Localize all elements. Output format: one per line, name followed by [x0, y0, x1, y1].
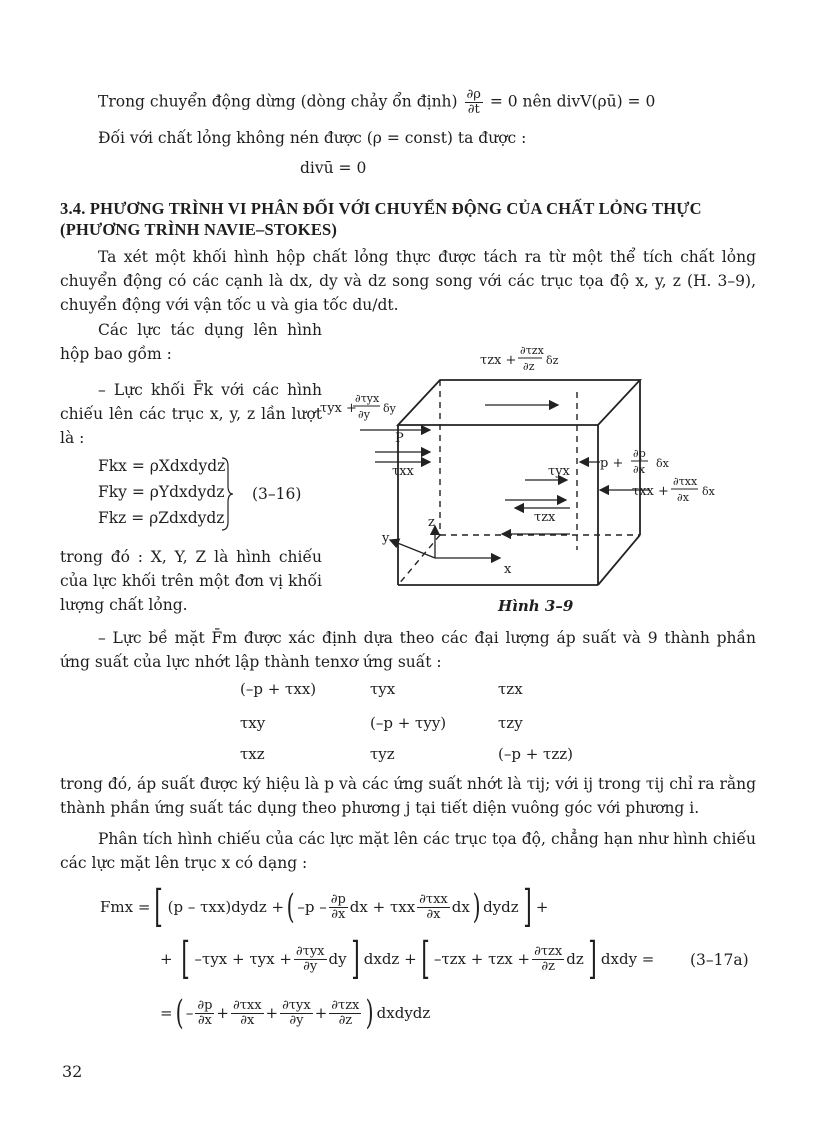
intro-line-2: Đối với chất lỏng không nén được (ρ = const) ta được : [98, 129, 527, 147]
svg-text:∂x: ∂x [633, 463, 645, 476]
tensor-r2-c1: τxy [240, 714, 266, 732]
paragraph-6: trong đó, áp suất được ký hiệu là p và các ứng suất nhớt là τij; với ij trong τij chỉ ra rằng thành phần ứng suất tác dụng theo phương j tại tiết diện vuông góc với phương i. [60, 775, 756, 817]
label-tzx-top: τzx + [480, 353, 517, 368]
paragraph-2: Các lực tác dụng lên hình hộp bao gồm : [60, 321, 322, 363]
body-force-x: Fkx = ρXdxdydz [98, 457, 226, 475]
svg-text:∂p: ∂p [633, 447, 646, 460]
tensor-r2-c2: (–p + τyy) [370, 714, 447, 732]
paragraph-7: Phân tích hình chiếu của các lực mặt lên các trục tọa độ, chẳng hạn như hình chiếu các lực mặt lên trục x có dạng : [60, 830, 756, 872]
svg-text:δx: δx [656, 457, 669, 470]
eq-number-3-16: (3–16) [252, 485, 302, 503]
figure-caption: Hình 3–9 [498, 597, 574, 615]
axis-x-label: x [504, 562, 512, 577]
tensor-r3-c1: τxz [240, 745, 265, 763]
svg-text:∂τyx: ∂τyx [355, 392, 380, 405]
hidden-edges [398, 380, 640, 585]
label-P: P [395, 431, 404, 446]
label-tyx-left: τyx + [320, 401, 357, 416]
section-heading: 3.4. PHƯƠNG TRÌNH VI PHÂN ĐỐI VỚI CHUYỂN ĐỘNG CỦA CHẤT LỎNG THỰC (PHƯƠNG TRÌNH NAVIE–STOKES) [60, 199, 702, 239]
label-txx-right: τxx + [632, 484, 669, 499]
svg-text:∂x: ∂x [677, 491, 689, 504]
intro-line-1: Trong chuyển động dừng (dòng chảy ổn định) $\frac{\partial\rho}{\partial t}$ = 0 nên divV(ρū) = 0 [98, 87, 656, 117]
svg-text:δz: δz [546, 354, 559, 367]
svg-text:∂τxx: ∂τxx [673, 475, 698, 488]
eq-number-3-17a: (3–17a) [690, 951, 749, 969]
tensor-r1-c1: (–p + τxx) [240, 680, 317, 698]
equation-line-1: Fmx = [ (p – τxx)dydz + ( –p – $\frac{\partial p}{\partial x}$ dx + τxx $\frac{\text{∂τxx}}{\partial x}$ dx ) dydz ] + [100, 881, 549, 932]
label-txx-left: τxx [392, 464, 414, 479]
figure-labels [320, 344, 716, 577]
label-tzx-bottom: τzx [534, 510, 556, 525]
right-brace [220, 456, 234, 532]
cube-edges [398, 380, 640, 585]
body-force-z: Fkz = ρZdxdydz [98, 509, 225, 527]
paragraph-5: – Lực bề mặt F̄m được xác định dựa theo các đại lượng áp suất và 9 thành phần ứng suất của lực nhớt lập thành tenxơ ứng suất : [60, 629, 756, 671]
tensor-r3-c2: τyz [370, 745, 395, 763]
label-tyx-center: τyx [548, 464, 570, 479]
svg-text:δy: δy [383, 402, 396, 415]
intro-line-3: divū = 0 [300, 159, 367, 177]
tensor-r1-c3: τzx [498, 680, 523, 698]
svg-text:∂y: ∂y [358, 408, 370, 421]
label-p-right: p + [600, 456, 624, 471]
svg-text:δx: δx [702, 485, 715, 498]
coordinate-axes [390, 526, 500, 558]
tensor-r1-c2: τyx [370, 680, 396, 698]
svg-text:∂τzx: ∂τzx [520, 344, 544, 357]
dp-dt-fraction: $\frac{\partial\rho}{\partial t}$ [466, 87, 481, 117]
equation-line-2: + [ –τyx + τyx + $\frac{\text{∂τyx}}{\partial y}$ dy ] dxdz + [ –τzx + τzx + $\frac{\text{∂τzx}}{\partial z}$ dz ] dxdy = [160, 933, 655, 984]
tensor-r3-c3: (–p + τzz) [498, 745, 574, 763]
body-force-y: Fky = ρYdxdydz [98, 483, 225, 501]
figure-3-9 [320, 330, 750, 620]
paragraph-1: Ta xét một khối hình hộp chất lỏng thực được tách ra từ một thể tích chất lỏng chuyển động có các cạnh là dx, dy và dz song song với các trục tọa độ x, y, z (H. 3–9), chuyển động với vận tốc u và gia tốc du/dt. [60, 248, 756, 314]
paragraph-4: trong đó : X, Y, Z là hình chiếu của lực khối trên một đơn vị khối lượng chất lỏng. [60, 548, 322, 614]
tensor-r2-c3: τzy [498, 714, 523, 732]
svg-text:∂z: ∂z [523, 360, 535, 373]
axis-y-label: y [382, 531, 390, 546]
paragraph-3: – Lực khối F̄k với các hình chiếu lên các trục x, y, z lần lượt là : [60, 381, 322, 447]
equation-line-3: = ( – $\frac{\partial p}{\partial x}$ + $\frac{\text{∂τxx}}{\partial x}$ + $\frac{\text{∂τyx}}{\partial y}$ + $\frac{\text{∂τzx}}{\partial z}$ ) dxdydz [160, 993, 431, 1033]
page-number: 32 [62, 1062, 83, 1081]
axis-z-label: z [428, 515, 435, 530]
